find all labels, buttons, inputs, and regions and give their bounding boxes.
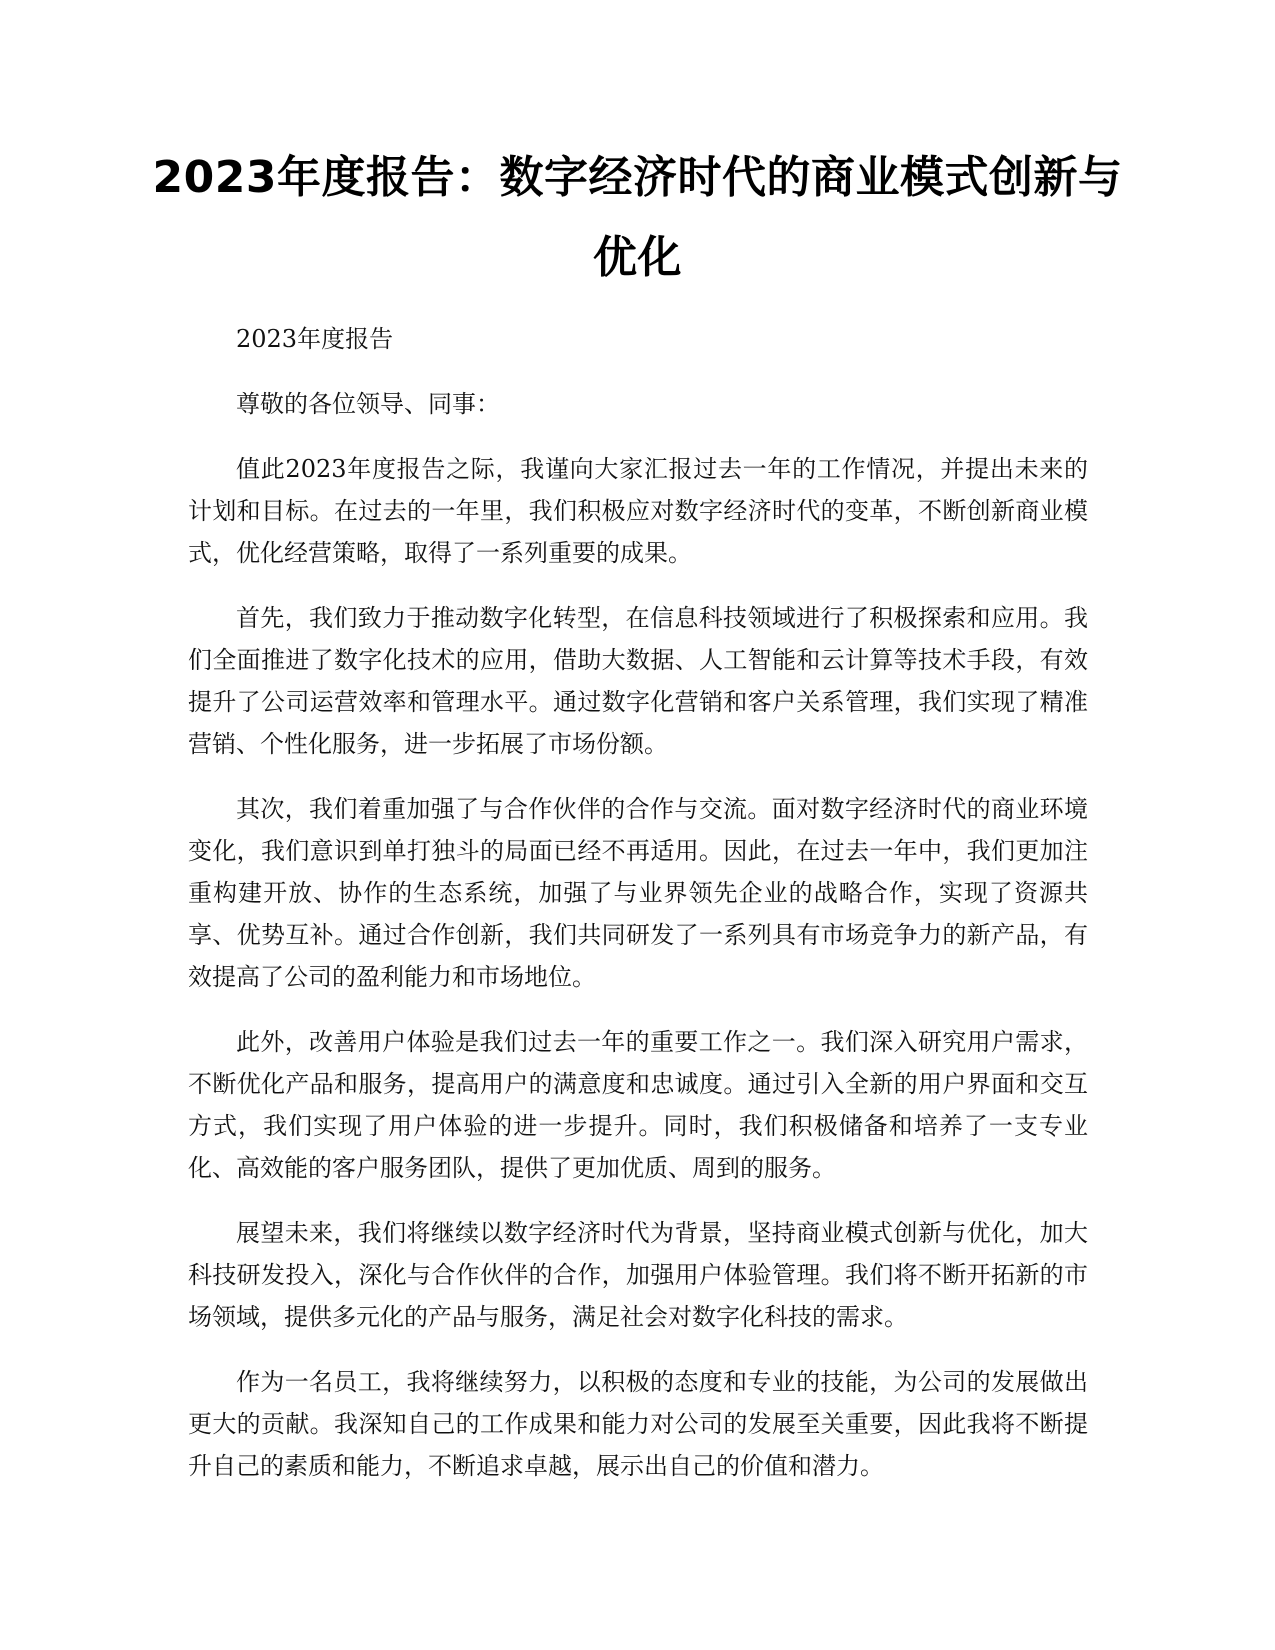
paragraph-partnership: 其次，我们着重加强了与合作伙伴的合作与交流。面对数字经济时代的商业环境变化，我们意识到单打独斗的局面已经不再适用。因此，在过去一年中，我们更加注重构建开放、协作的生态系统，加强了与业界领先企业的战略合作，实现了资源共享、优势互补。通过合作创新，我们共同研发了一系列具有市场竞争力的新产品，有效提高了公司的盈利能力和市场地位。 <box>188 795 1088 991</box>
paragraph-personal-commitment: 作为一名员工，我将继续努力，以积极的态度和专业的技能，为公司的发展做出更大的贡献。我深知自己的工作成果和能力对公司的发展至关重要，因此我将不断提升自己的素质和能力，不断追求卓越，展示出自己的价值和潜力。 <box>188 1368 1088 1480</box>
document-body <box>188 318 1088 1510</box>
paragraph-intro: 值此2023年度报告之际，我谨向大家汇报过去一年的工作情况，并提出未来的计划和目标。在过去的一年里，我们积极应对数字经济时代的变革，不断创新商业模式，优化经营策略，取得了一系列重要的成果。 <box>188 455 1088 567</box>
paragraph-outlook: 展望未来，我们将继续以数字经济时代为背景，坚持商业模式创新与优化，加大科技研发投入，深化与合作伙伴的合作，加强用户体验管理。我们将不断开拓新的市场领域，提供多元化的产品与服务，满足社会对数字化科技的需求。 <box>188 1219 1088 1331</box>
paragraph-user-experience: 此外，改善用户体验是我们过去一年的重要工作之一。我们深入研究用户需求，不断优化产品和服务，提高用户的满意度和忠诚度。通过引入全新的用户界面和交互方式，我们实现了用户体验的进一步提升。同时，我们积极储备和培养了一支专业化、高效能的客户服务团队，提供了更加优质、周到的服务。 <box>188 1028 1088 1182</box>
document-title: 2023年度报告：数字经济时代的商业模式创新与优化 <box>152 152 1123 283</box>
paragraph-heading: 2023年度报告 <box>236 325 394 353</box>
paragraph-salutation: 尊敬的各位领导、同事： <box>236 390 500 418</box>
paragraph-digital-transformation: 首先，我们致力于推动数字化转型，在信息科技领域进行了积极探索和应用。我们全面推进了数字化技术的应用，借助大数据、人工智能和云计算等技术手段，有效提升了公司运营效率和管理水平。通过数字化营销和客户关系管理，我们实现了精准营销、个性化服务，进一步拓展了市场份额。 <box>188 604 1088 758</box>
